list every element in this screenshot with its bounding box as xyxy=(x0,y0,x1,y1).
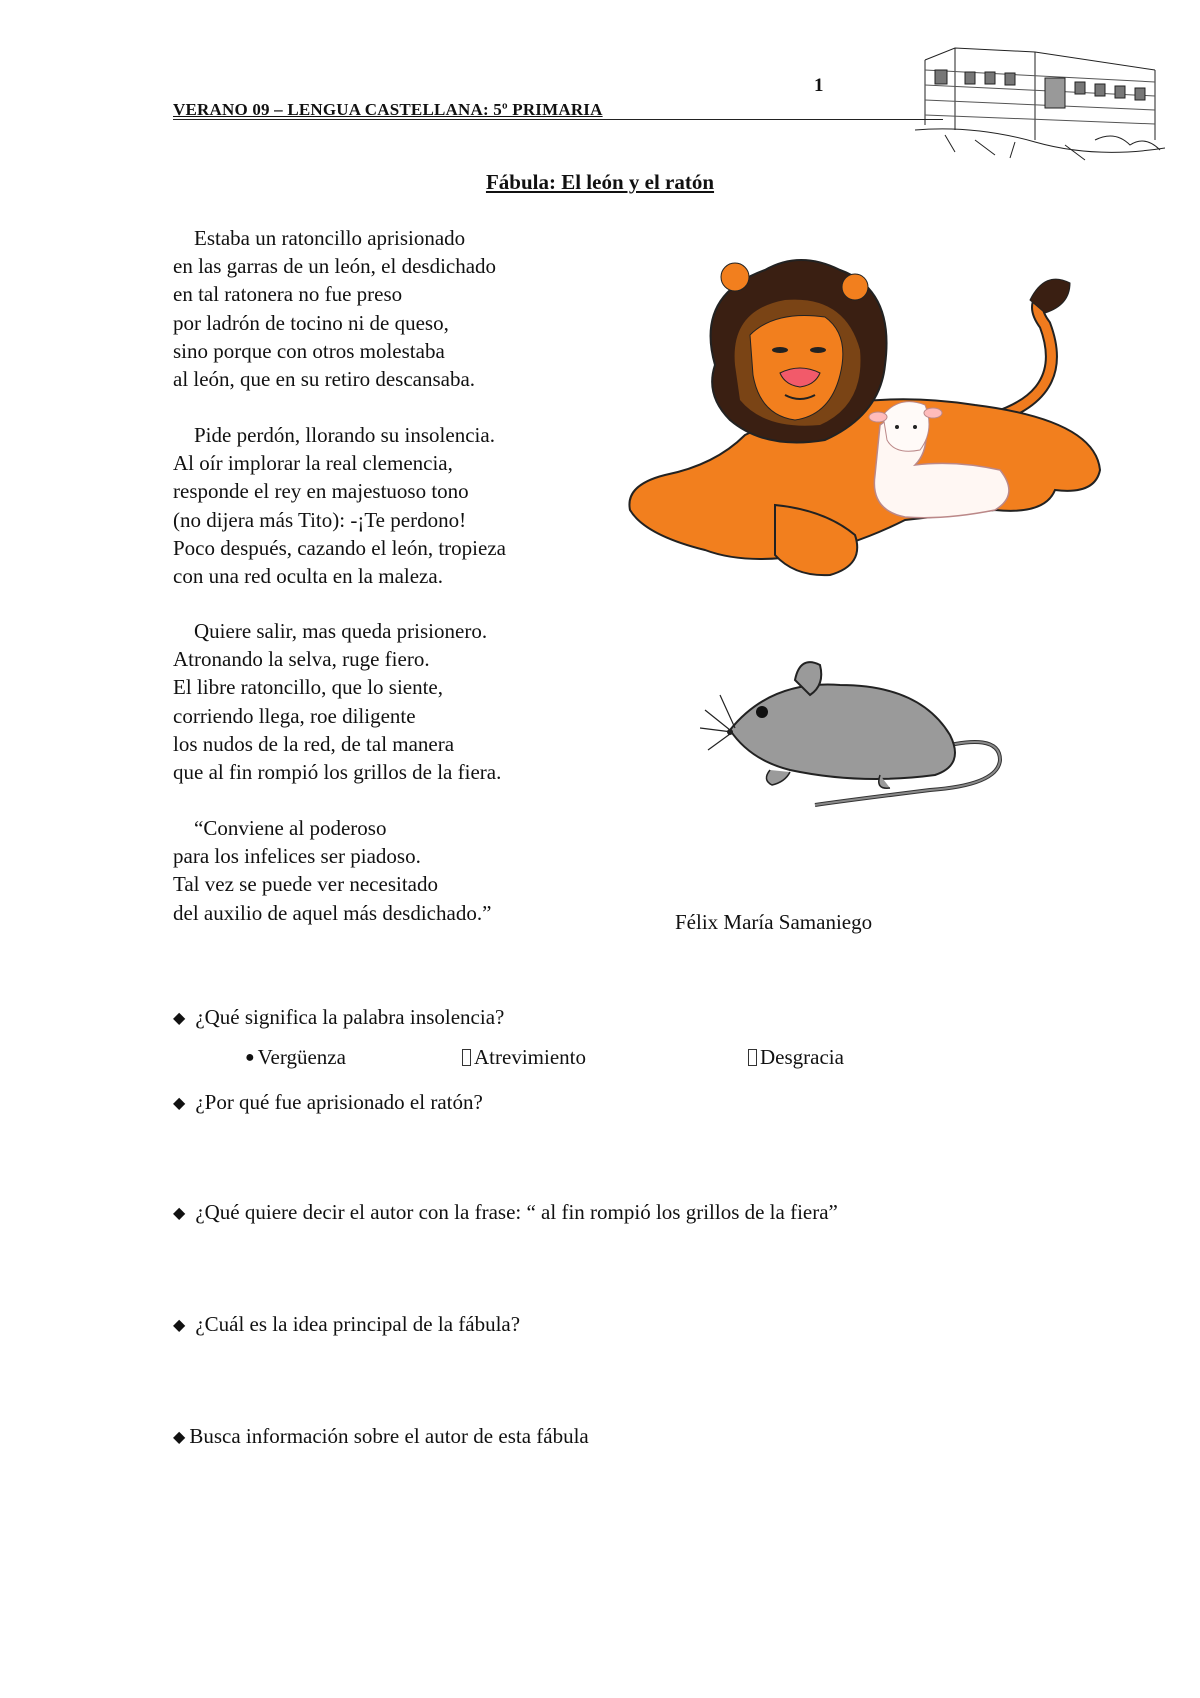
poem-line: corriendo llega, roe diligente xyxy=(173,703,416,728)
question-3 xyxy=(173,1200,838,1225)
poem-line: Al oír implorar la real clemencia, xyxy=(173,451,453,476)
poem-line: al león, que en su retiro descansaba. xyxy=(173,366,476,391)
question-text: ¿Cuál es la idea principal de la fábula? xyxy=(195,1312,521,1336)
stanza-1 xyxy=(173,224,496,393)
black-dot-icon: ● xyxy=(245,1048,255,1066)
poem-line: responde el rey en majestuoso tono xyxy=(173,479,469,504)
poem-line: en las garras de un león, el desdichado xyxy=(173,254,497,279)
poem-line: sino porque con otros molestaba xyxy=(173,338,445,363)
author-name: Félix María Samaniego xyxy=(675,910,873,934)
option-atrevimiento[interactable] xyxy=(462,1045,586,1070)
question-text: ¿Qué quiere decir el autor con la frase: “ al fin rompió los grillos de la fiera” xyxy=(195,1200,838,1224)
page-number: 1 xyxy=(814,75,824,96)
poem-line: Pide perdón, llorando su insolencia. xyxy=(173,423,495,447)
stanza-3 xyxy=(173,617,501,786)
poem-line: con una red oculta en la maleza. xyxy=(173,563,443,588)
diamond-bullet-icon: ◆ xyxy=(173,1428,186,1446)
diamond-bullet-icon: ◆ xyxy=(173,1204,186,1222)
header-title: VERANO 09 – LENGUA CASTELLANA: 5º PRIMARIA xyxy=(173,100,603,119)
poem-line: los nudos de la red, de tal manera xyxy=(173,731,455,756)
poem-line: (no dijera más Tito): -¡Te perdono! xyxy=(173,507,467,532)
poem-line: en tal ratonera no fue preso xyxy=(173,282,403,307)
mouse-illustration xyxy=(700,650,1020,820)
poem-line: por ladrón de tocino ni de queso, xyxy=(173,310,449,335)
stanza-2 xyxy=(173,421,506,590)
poem-line: Tal vez se puede ver necesitado xyxy=(173,872,438,897)
school-building-illustration xyxy=(915,30,1165,162)
option-desgracia[interactable] xyxy=(748,1045,844,1070)
poem-line: El libre ratoncillo, que lo siente, xyxy=(173,675,444,700)
poem-line: Quiere salir, mas queda prisionero. xyxy=(173,619,488,643)
poem-line: que al fin rompió los grillos de la fiera. xyxy=(173,759,502,784)
lion-and-lamb-illustration xyxy=(625,255,1110,585)
option-label: Vergüenza xyxy=(257,1045,346,1069)
poem-line: Estaba un ratoncillo aprisionado xyxy=(173,226,466,250)
question-1 xyxy=(173,1005,504,1030)
question-text: Busca información sobre el autor de esta fábula xyxy=(189,1424,589,1448)
poem-line: Atronando la selva, ruge fiero. xyxy=(173,647,430,672)
diamond-bullet-icon: ◆ xyxy=(173,1009,186,1027)
fable-title: Fábula: El león y el ratón xyxy=(485,170,715,194)
poem-line: “Conviene al poderoso xyxy=(173,816,387,840)
question-4 xyxy=(173,1312,520,1337)
stanza-4 xyxy=(173,814,491,927)
diamond-bullet-icon: ◆ xyxy=(173,1316,186,1334)
question-text: ¿Qué significa la palabra insolencia? xyxy=(195,1005,505,1029)
poem-line: Poco después, cazando el león, tropieza xyxy=(173,535,506,560)
option-label: Atrevimiento xyxy=(474,1045,586,1069)
poem-line: para los infelices ser piadoso. xyxy=(173,844,421,869)
empty-box-icon xyxy=(748,1049,757,1066)
option-verguenza[interactable] xyxy=(245,1045,346,1070)
empty-box-icon xyxy=(462,1049,471,1066)
question-2 xyxy=(173,1090,483,1115)
poem-line: del auxilio de aquel más desdichado.” xyxy=(173,900,492,925)
question-text: ¿Por qué fue aprisionado el ratón? xyxy=(195,1090,483,1114)
option-label: Desgracia xyxy=(760,1045,844,1069)
diamond-bullet-icon: ◆ xyxy=(173,1094,186,1112)
header-rule xyxy=(173,119,943,120)
question-5 xyxy=(173,1424,589,1449)
